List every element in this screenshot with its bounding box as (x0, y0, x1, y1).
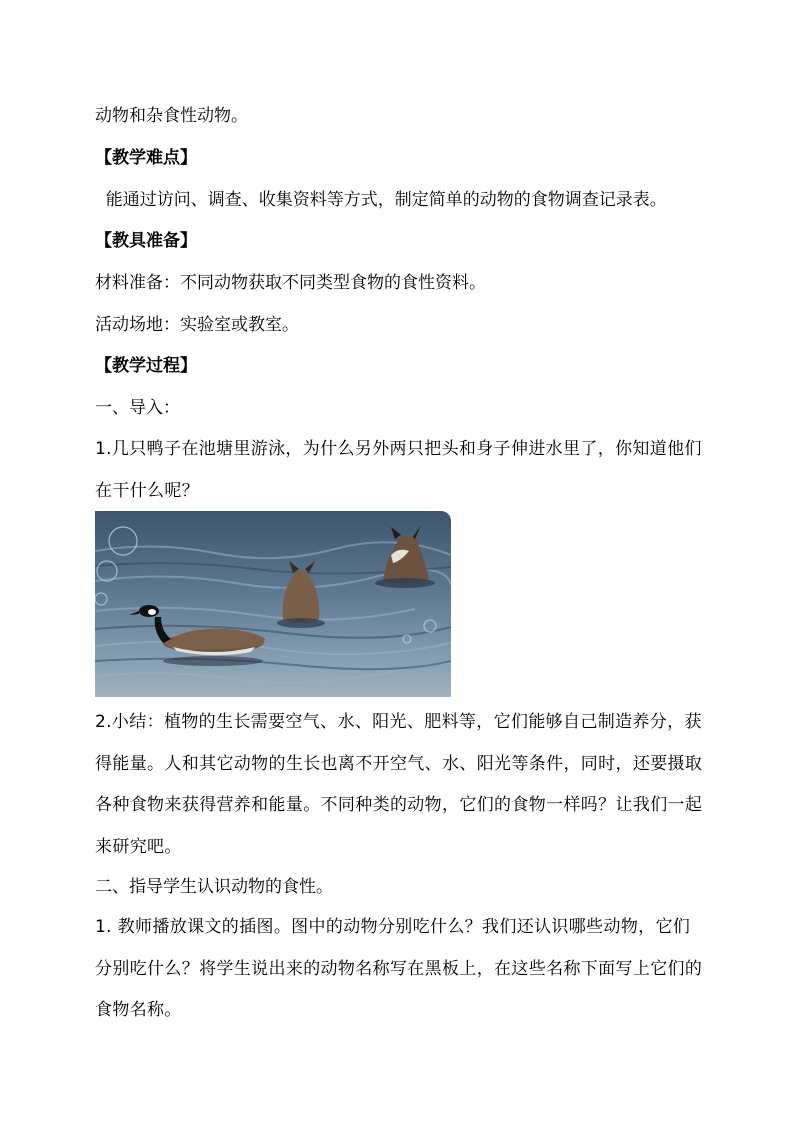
heading-teaching-process: 【教学过程】 (95, 356, 197, 376)
section-food-habits-heading: 二、指导学生认识动物的食性。 (95, 877, 333, 897)
heading-teaching-tools: 【教具准备】 (95, 231, 197, 251)
text-venue: 活动场地：实验室或教室。 (95, 315, 299, 335)
section-intro-heading: 一、导入： (95, 398, 180, 418)
text-line-continuation: 动物和杂食性动物。 (95, 106, 248, 126)
paragraph-summary: 2.小结：植物的生长需要空气、水、阳光、肥料等，它们能够自己制造养分，获得能量。人和其它动物的生长也离不开空气、水、阳光等条件，同时，还要摄取各种食物来获得营养和能量。不同种类的动物，它们的食物一样吗？让我们一起来研究吧。 (95, 712, 703, 857)
geese-pond-photo (95, 511, 451, 697)
paragraph-teacher-activity: 1. 教师播放课文的插图。图中的动物分别吃什么？我们还认识哪些动物，它们分别吃什么？将学生说出来的动物名称写在黑板上，在这些名称下面写上它们的食物名称。 (95, 917, 703, 1020)
text-teaching-difficulty: 能通过访问、调查、收集资料等方式，制定简单的动物的食物调查记录表。 (95, 190, 667, 210)
heading-teaching-difficulty: 【教学难点】 (95, 148, 197, 168)
text-materials: 材料准备：不同动物获取不同类型食物的食性资料。 (95, 273, 486, 293)
paragraph-ducks-question: 1.几只鸭子在池塘里游泳，为什么另外两只把头和身子伸进水里了，你知道他们在干什么呢？ (95, 439, 702, 501)
